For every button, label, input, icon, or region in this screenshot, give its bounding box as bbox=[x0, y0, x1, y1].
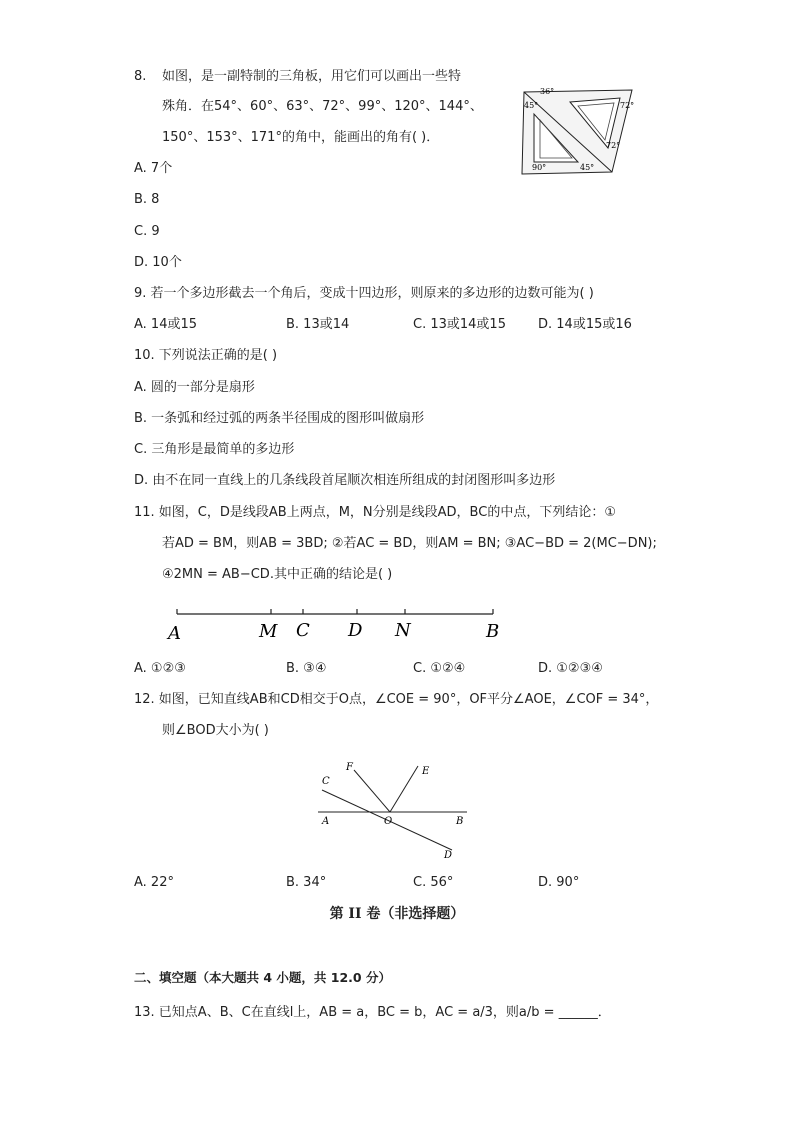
q8-number: 8. bbox=[134, 69, 147, 84]
q9-option-a: A. 14或15 bbox=[134, 317, 198, 332]
q8-text-line3: 150°、153°、171°的角中，能画出的角有( )． bbox=[162, 130, 440, 145]
q11-label-d: D bbox=[348, 620, 363, 641]
q12-text-line2: 则∠BOD大小为( ) bbox=[162, 723, 269, 738]
q12-label-a: A bbox=[322, 816, 330, 827]
q12-label-e: E bbox=[422, 766, 430, 777]
q11-option-a: A. ①②③ bbox=[134, 661, 186, 676]
section-2-title: 第 II 卷（非选择题） bbox=[329, 906, 465, 922]
q10-text: 10. 下列说法正确的是( ) bbox=[134, 348, 278, 363]
q11-option-b: B. ③④ bbox=[286, 661, 327, 676]
q8-triangle-board-figure bbox=[512, 78, 642, 178]
q12-label-d: D bbox=[444, 850, 453, 861]
q8-text-line2: 殊角．在54°、60°、63°、72°、99°、120°、144°、 bbox=[162, 99, 483, 114]
q11-text-line3: ④2MN = AB−CD.其中正确的结论是( ) bbox=[162, 567, 393, 582]
q11-label-m: M bbox=[259, 621, 278, 642]
q11-option-c: C. ①②④ bbox=[413, 661, 466, 676]
q11-label-b: B bbox=[486, 621, 500, 642]
q8-option-c: C. 9 bbox=[134, 224, 160, 239]
q8-fig-label-4: 72° bbox=[606, 141, 621, 150]
q10-option-d: D. 由不在同一直线上的几条线段首尾顺次相连所组成的封闭图形叫多边形 bbox=[134, 473, 556, 488]
q9-option-c: C. 13或14或15 bbox=[413, 317, 506, 332]
q11-segment-figure bbox=[160, 600, 510, 646]
q8-text-line1: 如图，是一副特制的三角板，用它们可以画出一些特 bbox=[162, 69, 462, 84]
q12-option-a: A. 22° bbox=[134, 875, 174, 890]
q8-option-b: B. 8 bbox=[134, 192, 160, 207]
q12-label-c: C bbox=[322, 776, 330, 787]
q9-option-b: B. 13或14 bbox=[286, 317, 350, 332]
q11-label-n: N bbox=[395, 620, 411, 641]
q8-fig-label-2: 45° bbox=[524, 101, 539, 110]
q8-option-a: A. 7个 bbox=[134, 161, 173, 176]
q12-label-o: O bbox=[384, 816, 393, 827]
q11-text-line1: 11. 如图，C，D是线段AB上两点，M，N分别是线段AD，BC的中点，下列结论：① bbox=[134, 505, 616, 520]
q11-label-c: C bbox=[296, 620, 310, 641]
q8-fig-label-3: 72° bbox=[620, 101, 635, 110]
q10-option-c: C. 三角形是最简单的多边形 bbox=[134, 442, 295, 457]
q11-label-a: A bbox=[168, 623, 181, 644]
q12-lines-figure bbox=[310, 758, 475, 864]
q8-fig-label-6: 45° bbox=[580, 163, 595, 172]
q8-option-d: D. 10个 bbox=[134, 255, 182, 270]
q8-fig-label-1: 36° bbox=[540, 87, 555, 96]
q10-option-b: B. 一条弧和经过弧的两条半径围成的图形叫做扇形 bbox=[134, 411, 425, 426]
part-2-heading: 二、填空题（本大题共 4 小题，共 12.0 分） bbox=[134, 970, 391, 985]
q12-label-f: F bbox=[346, 762, 353, 773]
q9-option-d: D. 14或15或16 bbox=[538, 317, 632, 332]
q8-fig-label-5: 90° bbox=[532, 163, 547, 172]
q12-label-b: B bbox=[456, 816, 464, 827]
q10-option-a: A. 圆的一部分是扇形 bbox=[134, 380, 255, 395]
q12-option-c: C. 56° bbox=[413, 875, 454, 890]
q12-option-d: D. 90° bbox=[538, 875, 580, 890]
q12-text-line1: 12. 如图，已知直线AB和CD相交于O点，∠COE = 90°，OF平分∠AOE，∠COF = 34°， bbox=[134, 692, 659, 707]
q13-text: 13. 已知点A、B、C在直线l上，AB = a，BC = b，AC = a/3，则a/b = ______． bbox=[134, 1005, 611, 1020]
q11-text-line2: 若AD = BM，则AB = 3BD; ②若AC = BD，则AM = BN; ③AC−BD = 2(MC−DN); bbox=[162, 536, 657, 551]
q11-option-d: D. ①②③④ bbox=[538, 661, 603, 676]
q9-text: 9. 若一个多边形截去一个角后，变成十四边形，则原来的多边形的边数可能为( ) bbox=[134, 286, 594, 301]
q12-option-b: B. 34° bbox=[286, 875, 327, 890]
